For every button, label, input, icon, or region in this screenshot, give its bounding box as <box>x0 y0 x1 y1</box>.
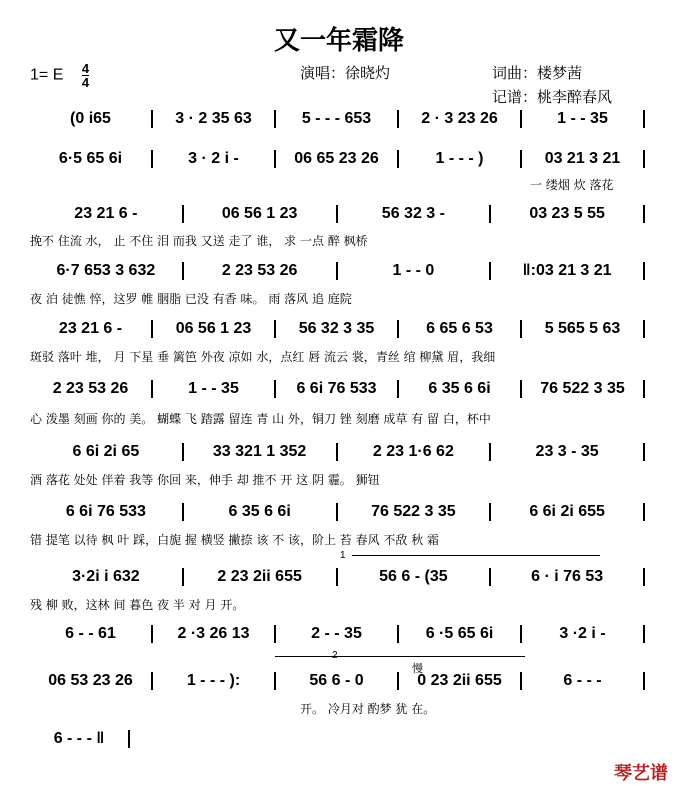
measure: 2 23 2ii 655 <box>184 568 338 586</box>
key-signature <box>30 62 89 89</box>
lyrics-line: 夜 泊 徒憔 悴，这罗 帷 胭脂 已没 有香 味。 雨 落风 追 庭院 <box>30 292 352 306</box>
measure: 2 · 3 23 26 <box>399 110 522 128</box>
lyrics-line: 开。 冷月对 酌梦 犹 在。 <box>300 702 436 716</box>
measure: 56 32 3 35 <box>276 320 399 338</box>
lyrics-line: 错 提笔 以待 枫 叶 踩，白旎 握 横竖 撇捺 该 不 该，阶上 苔 春风 不敌 秋 霜 <box>30 533 440 547</box>
measure: 5 565 5 63 <box>522 320 645 338</box>
lyrics-line: 斑驳 落叶 堆， 月 下星 垂 篱笆 外夜 凉如 水，点红 唇 流云 裳，青丝 绾 柳黛 眉，我细 <box>30 350 496 364</box>
key-label: 1= E <box>30 66 64 84</box>
lyrics-line: 残 柳 败，这林 间 暮色 夜 半 对 月 开。 <box>30 598 245 612</box>
measure: 6 - - - <box>522 672 645 690</box>
score-line <box>30 150 645 168</box>
score-line <box>30 625 645 643</box>
measure: 2 23 53 26 <box>30 380 153 398</box>
measure: 1 - - - ): <box>153 672 276 690</box>
score-line <box>30 380 645 398</box>
score-line <box>30 672 645 690</box>
measure: 76 522 3 35 <box>522 380 645 398</box>
measure: 5 - - - 653 <box>276 110 399 128</box>
measure: 6 ·5 65 6i <box>399 625 522 643</box>
measure: 2 - - 35 <box>276 625 399 643</box>
measure: 56 6 - 0 <box>276 672 399 690</box>
transcriber-credit: 记谱：桃李醉春风 <box>492 88 613 106</box>
composer-credit: 词曲：楼梦茜 <box>492 64 583 82</box>
score-line <box>30 503 645 521</box>
measure: 03 23 5 55 <box>491 205 645 223</box>
volta-1-bracket <box>352 555 600 556</box>
measure: 06 53 23 26 <box>30 672 153 690</box>
measure: 56 6 - (35 <box>338 568 492 586</box>
measure: 2 23 1·6 62 <box>338 443 492 461</box>
score-line <box>30 110 645 128</box>
singer-credit: 演唱：徐晓灼 <box>300 64 391 82</box>
measure: 6 35 6 6i <box>399 380 522 398</box>
score-line <box>30 205 645 223</box>
measure: (0 i65 <box>30 110 153 128</box>
measure: 2 23 53 26 <box>184 262 338 280</box>
measure: 06 56 1 23 <box>184 205 338 223</box>
song-title: 又一年霜降 <box>273 26 404 56</box>
volta-2-bracket <box>275 656 525 657</box>
measure: 6 - - 61 <box>30 625 153 643</box>
measure: 33 321 1 352 <box>184 443 338 461</box>
lyrics-line: 心 泼墨 刻画 你的 美。 蝴蝶 飞 踏露 留连 青 山 外，铜刀 锉 刻磨 成草 有 留 白，杯中 <box>30 412 491 426</box>
measure: 06 65 23 26 <box>276 150 399 168</box>
score-line <box>30 320 645 338</box>
measure: 6 6i 2i 65 <box>30 443 184 461</box>
measure: ‖:03 21 3 21 <box>491 262 645 280</box>
measure: 23 21 6 - <box>30 205 184 223</box>
measure: 0 23 2ii 655 <box>399 672 522 690</box>
time-signature: $\frac{4}{4}$ <box>81 61 90 90</box>
score-line <box>30 568 645 586</box>
volta-1-label: 1 <box>340 550 346 561</box>
measure: 6 - - - ‖ <box>30 730 130 748</box>
measure: 6 6i 76 533 <box>276 380 399 398</box>
measure: 6 · i 76 53 <box>491 568 645 586</box>
measure: 03 21 3 21 <box>522 150 645 168</box>
measure: 23 3 - 35 <box>491 443 645 461</box>
score-line <box>30 262 645 280</box>
measure: 23 21 6 - <box>30 320 153 338</box>
measure: 3 ·2 i - <box>522 625 645 643</box>
measure: 6·7 653 3 632 <box>30 262 184 280</box>
measure: 1 - - 35 <box>153 380 276 398</box>
lyrics-line: 一 缕烟 炊 落花 <box>530 178 614 192</box>
volta-2-label: 2 <box>332 650 338 661</box>
score-line <box>30 730 130 748</box>
score-line <box>30 443 645 461</box>
measure: 1 - - 35 <box>522 110 645 128</box>
measure: 6 65 6 53 <box>399 320 522 338</box>
lyrics-line: 挽不 住流 水， 止 不住 泪 而我 又送 走了 谁， 求 一点 醉 枫桥 <box>30 234 368 248</box>
measure: 3 · 2 i - <box>153 150 276 168</box>
site-logo: 琴艺谱 <box>614 763 668 783</box>
measure: 1 - - 0 <box>338 262 492 280</box>
measure: 3 · 2 35 63 <box>153 110 276 128</box>
measure: 3·2i i 632 <box>30 568 184 586</box>
measure: 06 56 1 23 <box>153 320 276 338</box>
lyrics-line: 酒 落花 处处 伴着 我等 你回 来，伸手 却 推不 开 这 阴 霾。 狮钮 <box>30 473 380 487</box>
measure: 2 ·3 26 13 <box>153 625 276 643</box>
measure: 6·5 65 6i <box>30 150 153 168</box>
tempo-mark: 慢 <box>412 663 423 675</box>
measure: 1 - - - ) <box>399 150 522 168</box>
measure: 6 6i 76 533 <box>30 503 184 521</box>
measure: 6 35 6 6i <box>184 503 338 521</box>
measure: 6 6i 2i 655 <box>491 503 645 521</box>
measure: 76 522 3 35 <box>338 503 492 521</box>
measure: 56 32 3 - <box>338 205 492 223</box>
